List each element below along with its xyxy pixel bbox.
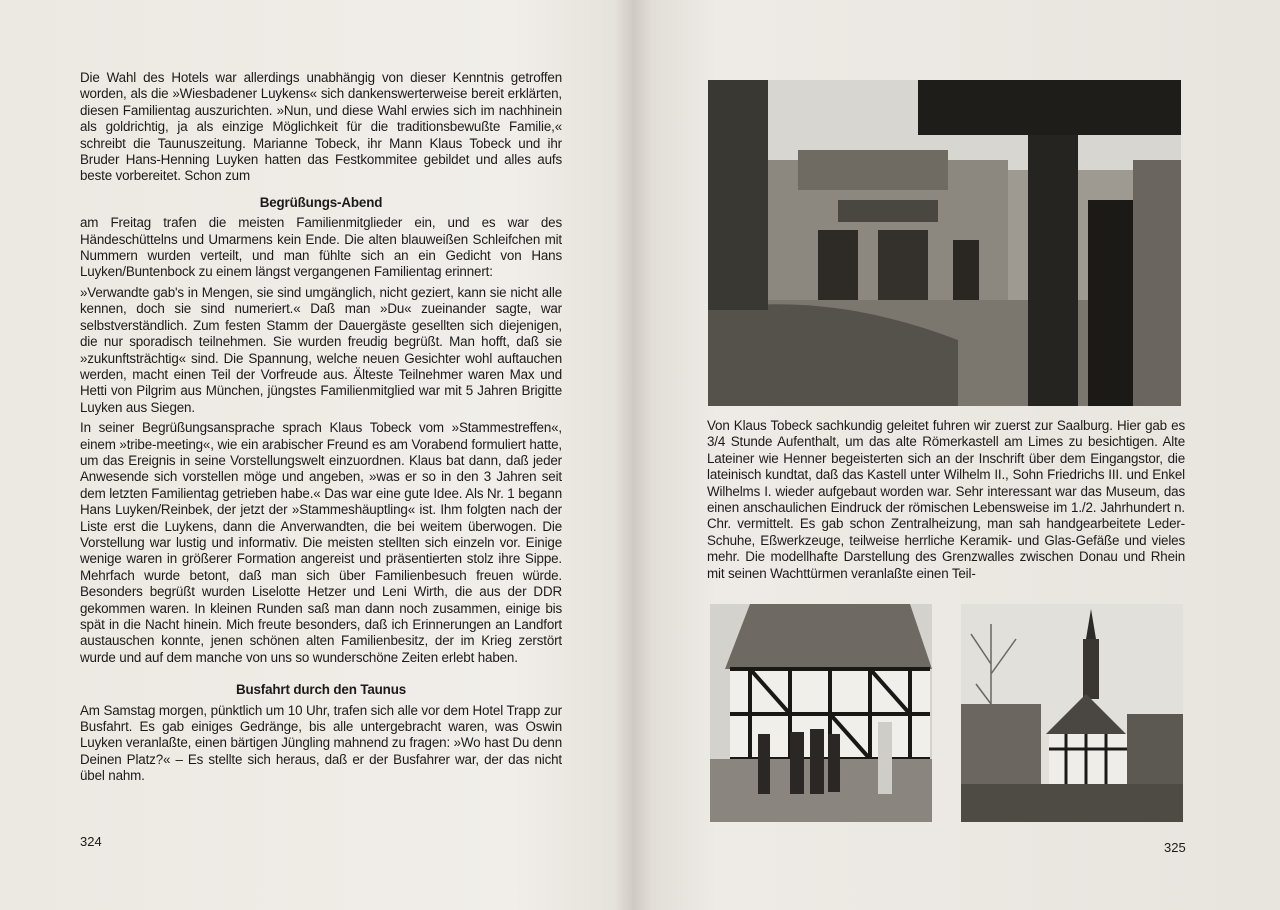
photo-village-church xyxy=(961,604,1183,822)
section-heading-begruessung: Begrüßungs-Abend xyxy=(259,194,383,210)
page-number-right: 325 xyxy=(1164,840,1186,855)
left-text-column xyxy=(80,70,562,789)
section-heading-busfahrt: Busfahrt durch den Taunus xyxy=(235,682,407,698)
photo-half-timbered-house xyxy=(710,604,932,822)
body-paragraph: »Verwandte gab's in Mengen, sie sind umgänglich, nicht geziert, kann sie nicht alle kennen, doch sie sind numeriert.« Daß man »Du« zueinander sagte, war selbstverständlich. Zum festen Stamm der Dauergäste gesellten sich diejenigen, die nur sporadisch teilnehmen. Sie wurden freudig begrüßt. Man hofft, daß sie »zukunftsträchtig« sind. Die Spannung, welche neuen Gesichter wohl auftauchen werden, macht einen Teil der Vorfreude aus. Älteste Teilnehmer waren Max und Hetti von Pilgrim aus München, jüngstes Familienmitglied war mit 5 Jahren Brigitte Luyken aus Siegen. xyxy=(80,284,562,415)
body-paragraph: In seiner Begrüßungsansprache sprach Klaus Tobeck vom »Stammestreffen«, einem »tribe-meeting«, wie ein arabischer Freund es am Vorabend formuliert hatte, um das Ereignis in seine Vorstellungswelt einzuordnen. Klaus bat dann, daß jeder Anwesende sich vorstellen möge und angeben, »was er so in den 3 Jahren seit dem letzten Familientag getrieben habe.« Das war eine gute Idee. Als Nr. 1 begann Hans Luyken/Reinbek, der jetzt der »Stammeshäuptling« ist. Ihm folgten nach der Liste erst die Luykens, dann die Anverwandten, die bei weitem überwogen. Die Vorstellung war lustig und informativ. Die meisten stellten sich einzeln vor. Einige wenige waren in größerer Formation angereist und präsentierten stolz ihre Sippe. Mehrfach wurde betont, daß man sich über Familienbesuch freuen würde. Besonders begrüßt wurden Liselotte Hetzer und Leni Wirth, die aus der DDR gekommen waren. In kleinen Runden saß man dann noch zusammen, einige bis spät in die Nacht hinein. Mich freute besonders, daß ich Erinnerungen an Landfort austauschen konnte, jenen schönen alten Familienbesitz, der im Krieg zerstört wurde und auf dem manche von uns so wunderschöne Zeiten erlebt haben. xyxy=(80,420,562,665)
intro-paragraph: Die Wahl des Hotels war allerdings unabhängig von dieser Kenntnis getroffen worden, als die »Wiesbadener Luykens« sich dankenswerterweise bereit erklärten, diesen Familientag auszurichten. »Nun, und diese Wahl erwies sich im nachhinein als goldrichtig, ja als einzige Möglichkeit für die traditionsbewußte Familie,« schreibt die Taunuszeitung. Marianne Tobeck, ihr Mann Klaus Tobeck und ihr Bruder Hans-Henning Luyken hatten das Festkommitee gebildet und alles aufs beste vorbereitet. Schon zum xyxy=(80,70,562,184)
body-paragraph: am Freitag trafen die meisten Familienmitglieder ein, und es war des Händeschüttelns und Umarmens kein Ende. Die alten blauweißen Schleifchen mit Nummern wurden verteilt, und man fühlte sich an ein Gedicht von Hans Luyken/Buntenbock zu einem längst vergangenen Familientag erinnert: xyxy=(80,215,562,280)
right-text-column xyxy=(707,418,1185,586)
page-number-left: 324 xyxy=(80,834,102,849)
body-paragraph: Am Samstag morgen, pünktlich um 10 Uhr, trafen sich alle vor dem Hotel Trapp zur Busfahrt. Es gab einiges Gedränge, bis alle untergebracht waren, was Oswin Luyken veranlaßte, einen bärtigen Jüngling mahnend zu fragen: »Wo hast Du denn Deinen Platz?« – Es stellte sich heraus, daß er der Busfahrer war, der das nicht übel nahm. xyxy=(80,702,562,784)
body-paragraph: Von Klaus Tobeck sachkundig geleitet fuhren wir zuerst zur Saalburg. Hier gab es 3/4 Stunde Aufenthalt, um das alte Römerkastell am Limes zu besichtigen. Alte Lateiner wie Henner begeisterten sich an der Inschrift über dem Eingangstor, die lateinisch kundtat, daß das Kastell unter Wilhelm II., Sohn Friedrichs III. und Enkel Wilhelms I. wieder aufgebaut worden war. Sehr interessant war das Museum, das einen anschaulichen Eindruck der römischen Lebensweise im 1./2. Jahrhundert n. Chr. vermittelt. Es gab schon Zentralheizung, man sah handgearbeitete Leder-Schuhe, Eßwerkzeuge, teilweise herrliche Keramik- und Glas-Gefäße und vieles mehr. Die modellhafte Darstellung des Grenzwalles zwischen Donau und Rhein mit seinen Wachttürmen veranlaßte einen Teil- xyxy=(707,418,1185,581)
photo-saalburg-gate xyxy=(708,80,1181,406)
right-page xyxy=(640,0,1280,910)
